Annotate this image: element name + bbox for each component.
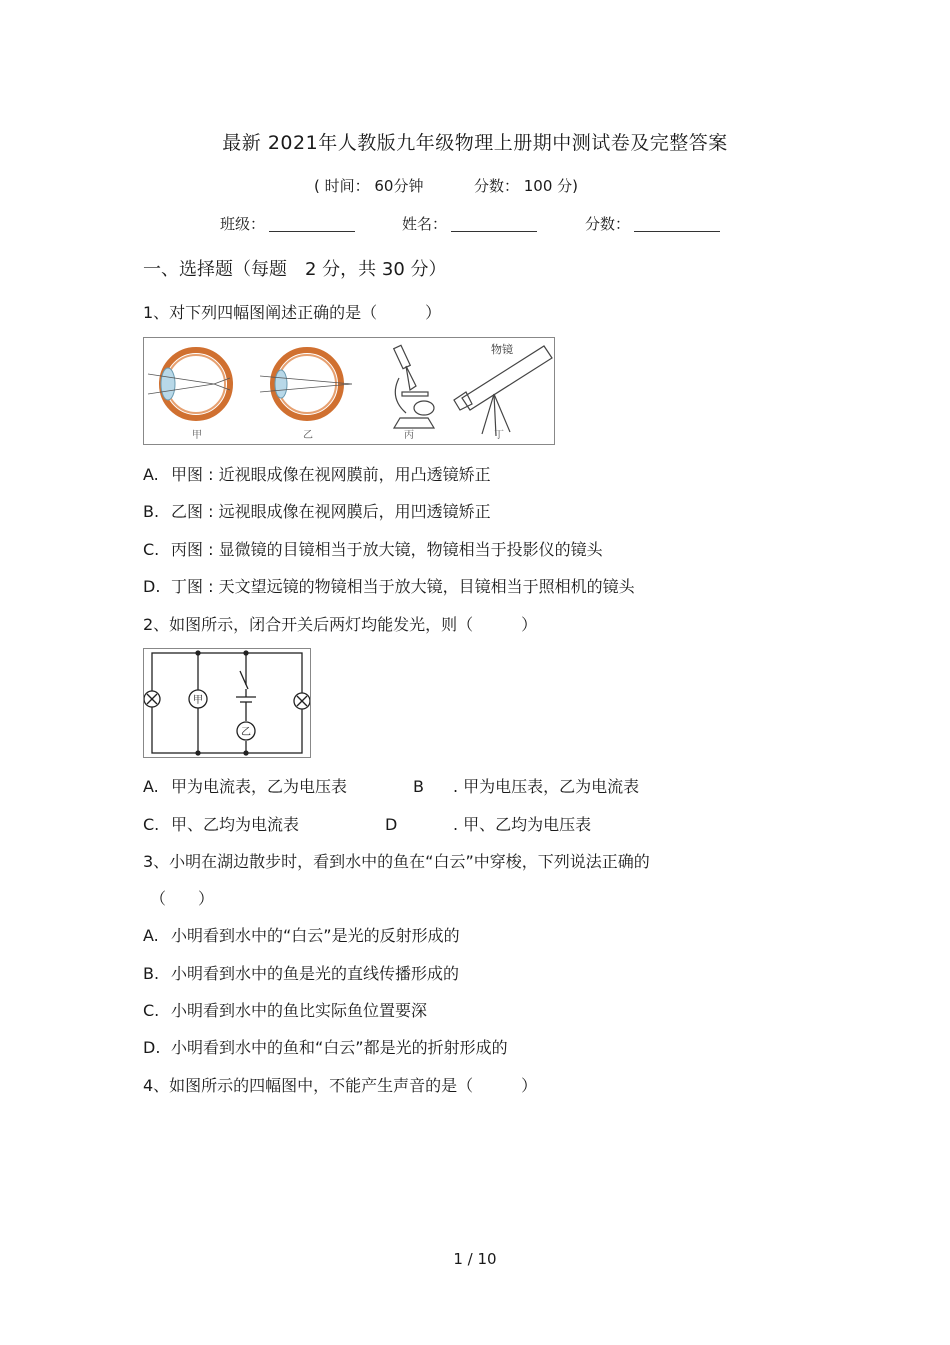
option-2c bbox=[143, 812, 299, 835]
class-label: 班级： bbox=[220, 215, 266, 233]
meter-label-jia: 甲 bbox=[193, 695, 203, 706]
option-text: . 甲、乙均为电压表 bbox=[453, 815, 592, 834]
name-blank bbox=[451, 215, 537, 232]
option-2d bbox=[385, 812, 591, 835]
score-field bbox=[585, 213, 720, 234]
eye-diagram-yi bbox=[260, 350, 352, 418]
microscope-diagram bbox=[394, 345, 434, 428]
option-letter: D. bbox=[143, 1038, 161, 1057]
telescope-diagram bbox=[454, 346, 552, 436]
figure-label-yi: 乙 bbox=[303, 430, 313, 441]
question-2-stem: 2、如图所示，闭合开关后两灯均能发光，则（ ） bbox=[143, 615, 538, 634]
option-text: 小明看到水中的鱼和“白云”都是光的折射形成的 bbox=[171, 1038, 508, 1057]
option-3d bbox=[143, 1035, 508, 1058]
section-heading: 一、选择题（每题 2 分，共 30 分） bbox=[143, 259, 447, 280]
score-blank bbox=[634, 215, 720, 232]
page-number: 1 / 10 bbox=[453, 1250, 497, 1268]
option-text: 甲为电流表，乙为电压表 bbox=[171, 777, 348, 796]
option-3c bbox=[143, 998, 427, 1021]
option-text: 小明看到水中的鱼比实际鱼位置要深 bbox=[171, 1001, 428, 1020]
lamp-left-icon bbox=[144, 691, 160, 707]
figure-label-bing: 丙 bbox=[404, 430, 414, 441]
option-letter: B bbox=[413, 777, 424, 796]
meter-label-yi: 乙 bbox=[241, 727, 251, 738]
circuit-diagram bbox=[144, 649, 310, 757]
option-text: 甲、乙均为电流表 bbox=[171, 815, 300, 834]
optics-illustration bbox=[144, 338, 554, 444]
option-letter: D bbox=[385, 815, 398, 834]
option-letter: B. bbox=[143, 964, 160, 983]
option-letter: A. bbox=[143, 926, 159, 945]
question-1-figure bbox=[143, 337, 555, 445]
option-letter: A. bbox=[143, 777, 159, 796]
figure-label-ding: 丁 bbox=[494, 430, 504, 441]
option-1d bbox=[143, 574, 635, 597]
option-2b bbox=[413, 774, 639, 797]
name-field bbox=[402, 213, 537, 234]
option-1c bbox=[143, 537, 603, 560]
option-letter: D. bbox=[143, 577, 161, 596]
question-4-stem: 4、如图所示的四幅图中，不能产生声音的是（ ） bbox=[143, 1076, 538, 1095]
option-text: 小明看到水中的“白云”是光的反射形成的 bbox=[171, 926, 460, 945]
option-letter: C. bbox=[143, 1001, 160, 1020]
option-text: 乙图 : 远视眼成像在视网膜后，用凹透镜矫正 bbox=[171, 502, 491, 521]
option-text: 小明看到水中的鱼是光的直线传播形成的 bbox=[171, 964, 460, 983]
class-field bbox=[220, 213, 355, 234]
option-letter: C. bbox=[143, 540, 160, 559]
option-text: 丁图 : 天文望远镜的物镜相当于放大镜，目镜相当于照相机的镜头 bbox=[171, 577, 635, 596]
option-letter: C. bbox=[143, 815, 160, 834]
page-title: 最新 2021年人教版九年级物理上册期中测试卷及完整答案 bbox=[222, 132, 728, 154]
option-text: . 甲为电压表，乙为电流表 bbox=[453, 777, 640, 796]
score-label: 分数： bbox=[585, 215, 631, 233]
option-3b bbox=[143, 961, 459, 984]
lamp-right-icon bbox=[294, 693, 310, 709]
option-text: 丙图 : 显微镜的目镜相当于放大镜，物镜相当于投影仪的镜头 bbox=[171, 540, 603, 559]
option-text: 甲图 : 近视眼成像在视网膜前，用凸透镜矫正 bbox=[171, 465, 491, 484]
exam-total-score: 分数： 100 分) bbox=[474, 177, 579, 195]
question-3-answer-blank: （ ） bbox=[150, 889, 215, 908]
eye-diagram-jia bbox=[148, 350, 230, 418]
question-3-stem: 3、小明在湖边散步时，看到水中的鱼在“白云”中穿梭，下列说法正确的 bbox=[143, 852, 650, 871]
figure-label-jia: 甲 bbox=[192, 430, 202, 441]
option-1b bbox=[143, 499, 491, 522]
option-letter: B. bbox=[143, 502, 160, 521]
exam-time: ( 时间： 60分钟 bbox=[314, 177, 424, 195]
objective-tag: 物镜 bbox=[491, 343, 513, 356]
option-letter: A. bbox=[143, 465, 159, 484]
option-2a bbox=[143, 774, 347, 797]
name-label: 姓名： bbox=[402, 215, 448, 233]
question-2-circuit bbox=[143, 648, 311, 758]
option-1a bbox=[143, 462, 491, 485]
class-blank bbox=[269, 215, 355, 232]
option-3a bbox=[143, 923, 460, 946]
question-1-stem: 1、对下列四幅图阐述正确的是（ ） bbox=[143, 303, 442, 322]
